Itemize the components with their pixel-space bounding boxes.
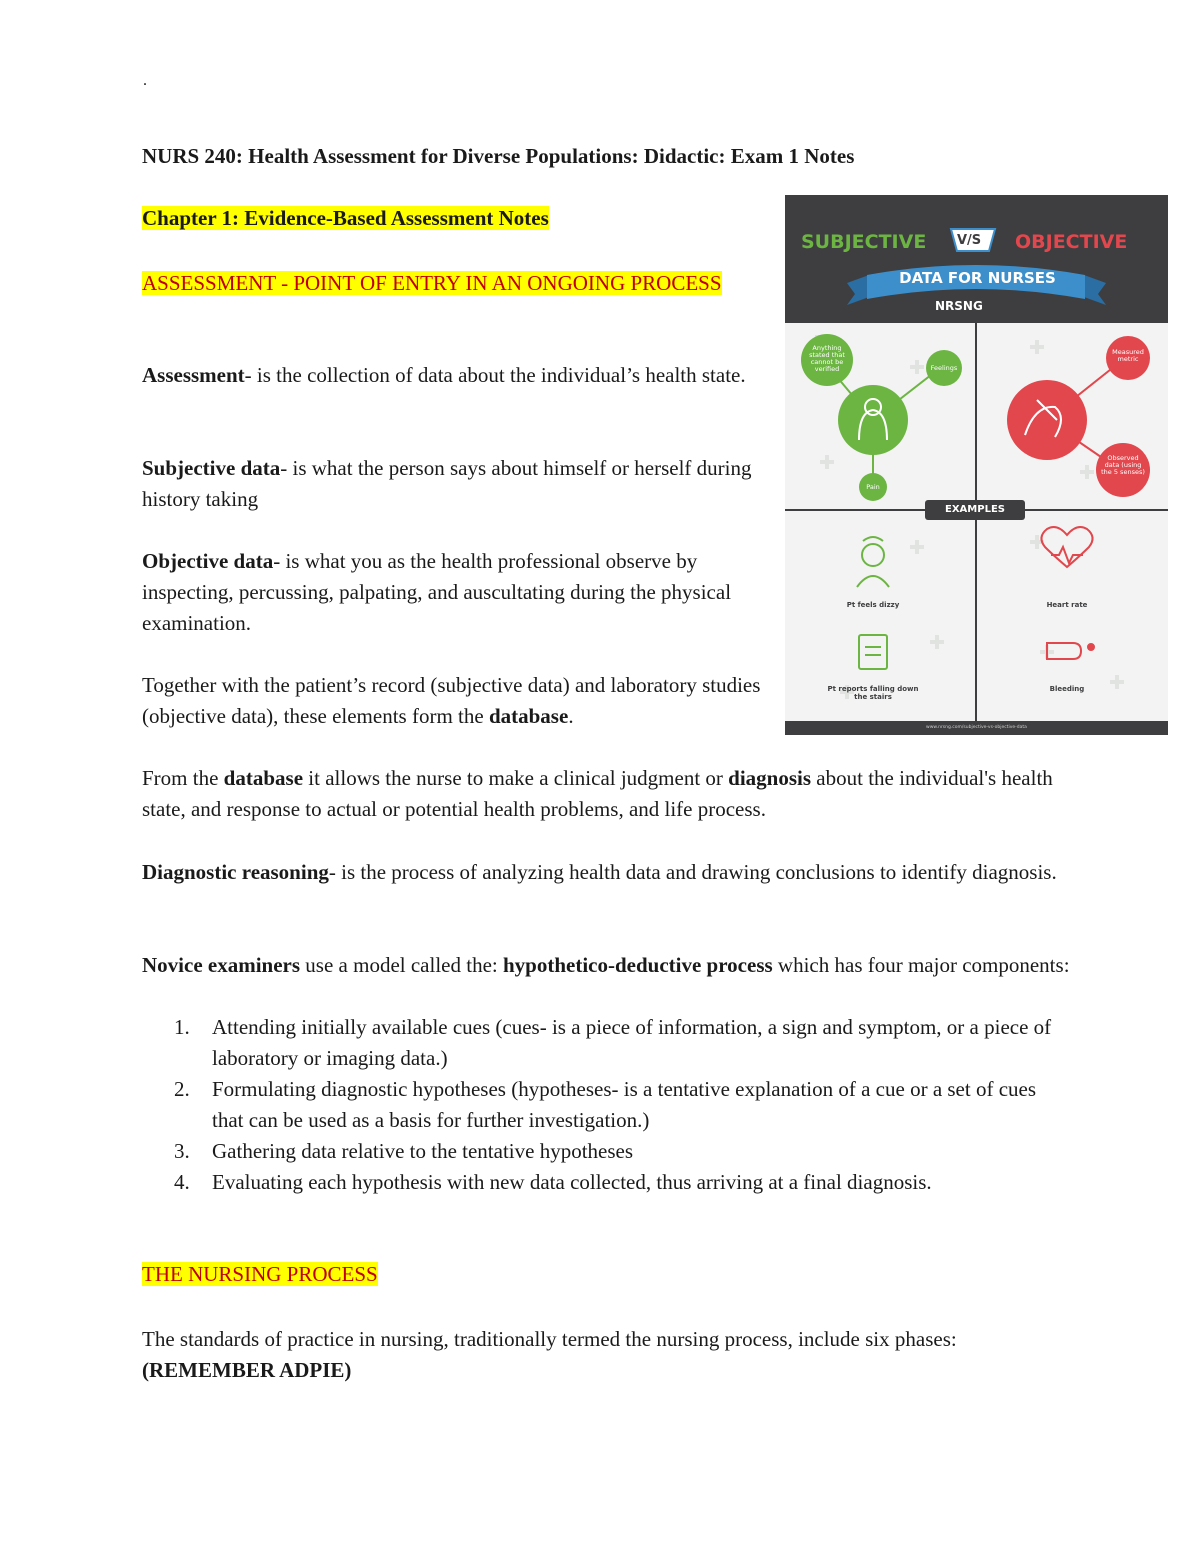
together-text-1: Together with the patient’s record (subjective data) and laboratory studies (objective data), these elements form the bbox=[142, 673, 761, 728]
heart-rate-icon bbox=[1041, 527, 1092, 567]
section-heading-nursing-process-text: THE NURSING PROCESS bbox=[142, 1262, 378, 1286]
banner-right-tail bbox=[1084, 275, 1106, 305]
novice-text-1: use a model called the: bbox=[300, 953, 503, 977]
list-item-number: 1. bbox=[174, 1015, 190, 1039]
definition-assessment: - is the collection of data about the individual’s health state. bbox=[244, 363, 746, 387]
subjective-main-circle bbox=[838, 385, 908, 455]
banner-left-tail bbox=[847, 275, 869, 305]
infographic-title-objective: OBJECTIVE bbox=[1015, 231, 1128, 253]
list-item bbox=[142, 1136, 1072, 1167]
examples-label: EXAMPLES bbox=[945, 504, 1005, 515]
term-novice-examiners: Novice examiners bbox=[142, 953, 301, 977]
definition-diagnostic-reasoning: - is the process of analyzing health data and drawing conclusions to identify diagnosis. bbox=[328, 860, 1057, 884]
together-text-2: . bbox=[568, 704, 574, 728]
list-item-text: Evaluating each hypothesis with new data collected, thus arriving at a final diagnosis. bbox=[212, 1170, 932, 1194]
subjective-bubble-1-text: Anything stated that cannot be verified bbox=[809, 344, 845, 373]
list-item-number: 3. bbox=[174, 1139, 190, 1163]
list-item-text: Formulating diagnostic hypotheses (hypotheses- is a tentative explanation of a cue or a set of cues that can be used as a basis for further investigation.) bbox=[212, 1077, 1037, 1132]
process-steps-list bbox=[142, 1012, 1072, 1198]
subjective-bubble-2-text: Feelings bbox=[930, 364, 958, 372]
list-item-number: 2. bbox=[174, 1077, 190, 1101]
term-objective: Objective data bbox=[142, 549, 274, 573]
heart-rate-line-icon bbox=[1051, 547, 1083, 563]
term-assessment: Assessment bbox=[142, 363, 245, 387]
list-item bbox=[142, 1167, 1072, 1198]
objective-bubble-2-text: Observed data (using the 5 senses) bbox=[1101, 454, 1145, 476]
paragraph-standards bbox=[142, 1324, 1072, 1386]
term-diagnostic-reasoning: Diagnostic reasoning bbox=[142, 860, 329, 884]
infographic-title-vs: V/S bbox=[957, 233, 982, 248]
section-heading-nursing-process bbox=[142, 1262, 378, 1287]
from-text-2: it allows the nurse to make a clinical judgment or bbox=[303, 766, 729, 790]
paragraph-diagnostic-reasoning bbox=[142, 857, 1072, 888]
paragraph-novice bbox=[142, 950, 1072, 981]
paragraph-assessment bbox=[142, 360, 772, 391]
from-text-3: about the individual's health state, and response to actual or potential health problems, and life process. bbox=[142, 766, 1053, 821]
novice-text-2: which has four major components: bbox=[772, 953, 1070, 977]
list-item-text: Attending initially available cues (cues- is a piece of information, a sign and symptom, or a piece of laboratory or imaging data.) bbox=[212, 1015, 1052, 1070]
definition-subjective: - is what the person says about himself or herself during history taking bbox=[142, 456, 752, 511]
clipboard-icon bbox=[859, 635, 887, 669]
infographic-title-subjective: SUBJECTIVE bbox=[801, 231, 927, 253]
paragraph-together bbox=[142, 670, 772, 732]
section-heading-assessment bbox=[142, 268, 742, 299]
list-item-number: 4. bbox=[174, 1170, 190, 1194]
document-title: NURS 240: Health Assessment for Diverse Populations: Didactic: Exam 1 Notes bbox=[142, 144, 855, 168]
chapter-heading-text: Chapter 1: Evidence-Based Assessment Notes bbox=[142, 206, 549, 230]
subjective-vs-objective-infographic bbox=[785, 195, 1168, 735]
example-4-text: Bleeding bbox=[1049, 685, 1085, 693]
list-item bbox=[142, 1012, 1072, 1074]
example-3-text: Pt reports falling down the stairs bbox=[827, 685, 919, 701]
definition-objective: - is what you as the health professional observe by inspecting, percussing, palpating, and auscultating during the physical examination. bbox=[142, 549, 732, 635]
section-heading-assessment-text: ASSESSMENT - POINT OF ENTRY IN AN ONGOING PROCESS bbox=[142, 271, 722, 295]
objective-bubble-1-text: Measured metric bbox=[1112, 348, 1144, 363]
paragraph-objective bbox=[142, 546, 772, 639]
term-database: database bbox=[488, 704, 569, 728]
chapter-heading bbox=[142, 206, 549, 231]
paragraph-from-database bbox=[142, 763, 1072, 825]
term-adpie: (REMEMBER ADPIE) bbox=[142, 1358, 352, 1382]
term-hypothetico-deductive: hypothetico-deductive process bbox=[502, 953, 773, 977]
bleeding-finger-icon bbox=[1047, 643, 1094, 659]
from-text-1: From the bbox=[142, 766, 224, 790]
leading-dot: . bbox=[143, 72, 147, 89]
dizzy-patient-icon bbox=[857, 537, 889, 587]
standards-text: The standards of practice in nursing, traditionally termed the nursing process, include six phases: bbox=[142, 1327, 957, 1351]
list-item-text: Gathering data relative to the tentative hypotheses bbox=[212, 1139, 634, 1163]
list-item bbox=[142, 1074, 1072, 1136]
term-subjective: Subjective data bbox=[142, 456, 281, 480]
infographic-banner-text: DATA FOR NURSES bbox=[899, 269, 1056, 287]
term-diagnosis: diagnosis bbox=[728, 766, 812, 790]
objective-main-circle bbox=[1007, 380, 1087, 460]
term-database-2: database bbox=[223, 766, 304, 790]
example-2-text: Heart rate bbox=[1046, 601, 1088, 609]
infographic-brand: NRSNG bbox=[935, 299, 983, 313]
example-1-text: Pt feels dizzy bbox=[846, 601, 900, 609]
paragraph-subjective bbox=[142, 453, 772, 515]
subjective-bubble-3-text: Pain bbox=[866, 483, 880, 491]
infographic-footer-text: www.nrsng.com/subjective-vs-objective-data bbox=[926, 725, 1027, 730]
